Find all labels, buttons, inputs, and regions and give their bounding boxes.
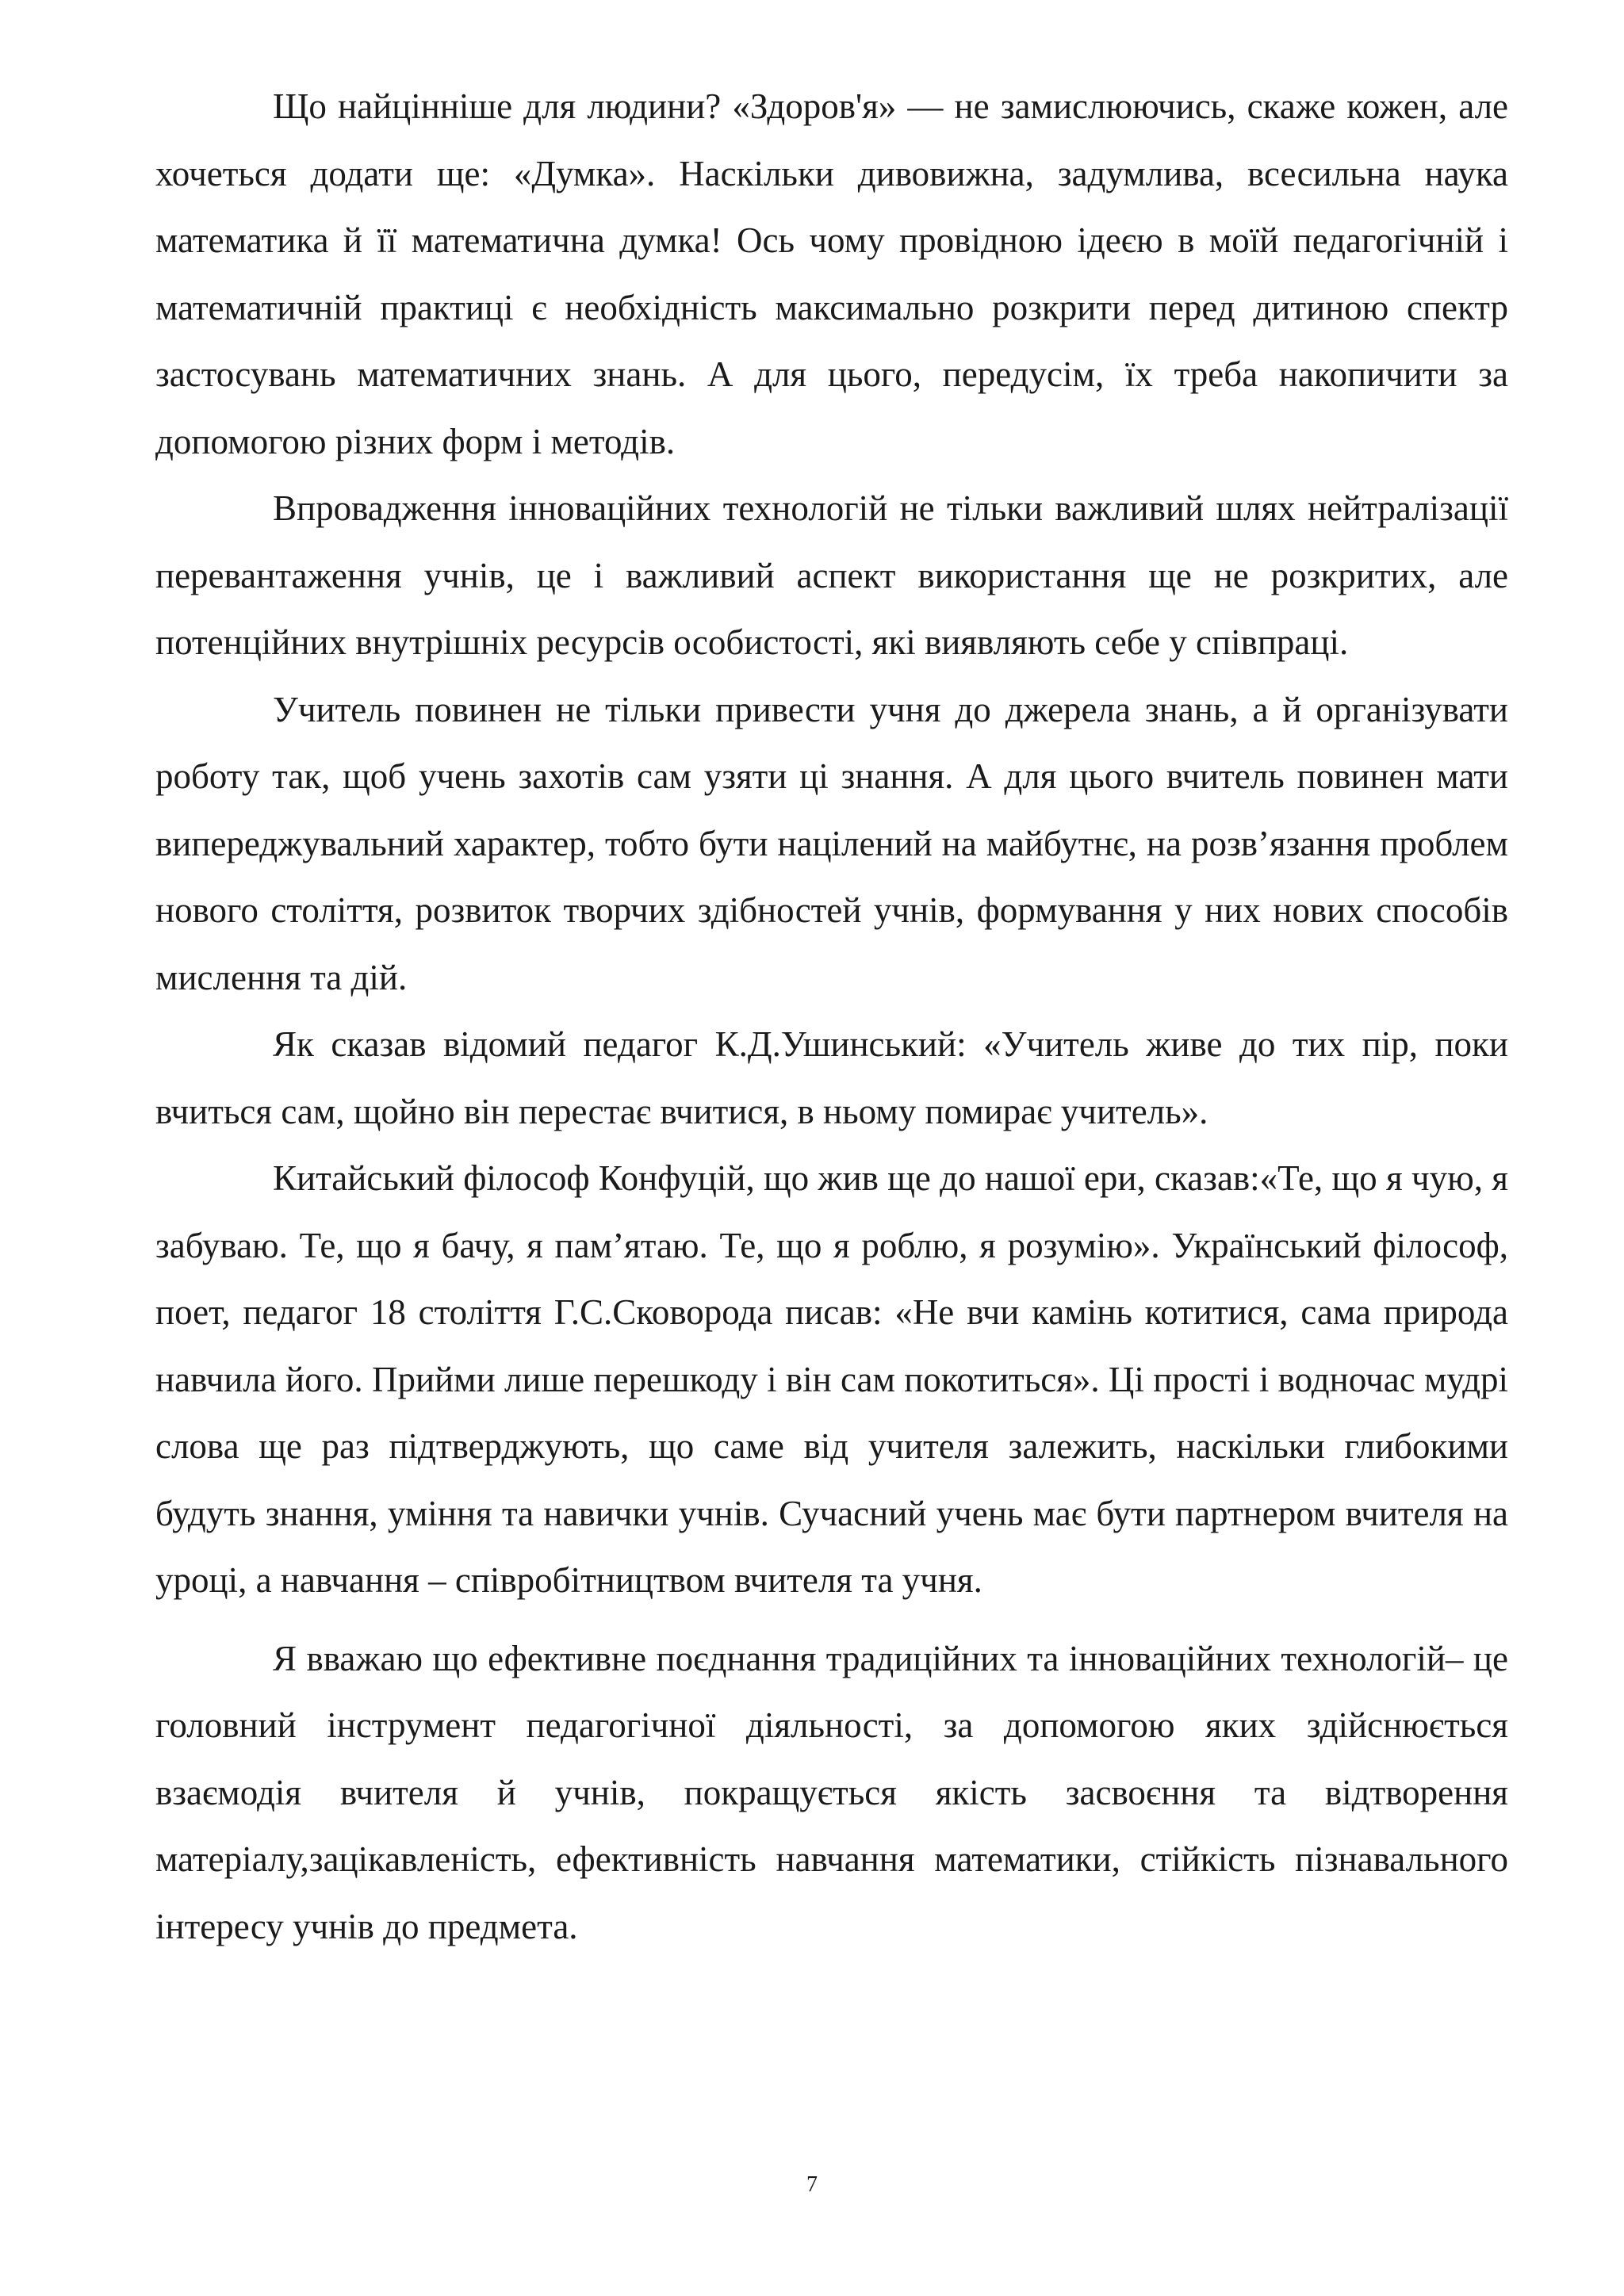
- paragraph-conclusion: Я вважаю що ефективне поєднання традиційних та інноваційних технологій– це головний інструмент педагогічної діяльності, за допомогою яких здійснюється взаємодія вчителя й учнів, покращується якість засвоєння та відтворення матеріалу,зацікавленість, ефективність навчання математики, стійкість пізнавального інтересу учнів до предмета.: [155, 1638, 1508, 1946]
- paragraph-innovative-technologies: Впровадження інноваційних технологій не тільки важливий шлях нейтралізації перевантаження учнів, це і важливий аспект використання ще не розкритих, але потенційних внутрішніх ресурсів особистості, які виявляють себе у співпраці.: [155, 488, 1508, 662]
- paragraph-teacher-role: Учитель повинен не тільки привести учня до джерела знань, а й організувати роботу так, щоб учень захотів сам узяти ці знання. А для цього вчитель повинен мати випереджувальний характер, тобто бути націлений на майбутнє, на розв’язання проблем нового століття, розвиток творчих здібностей учнів, формування у них нових способів мислення та дій.: [155, 689, 1508, 997]
- paragraph-what-is-most-valuable: Що найцінніше для людини? «Здоров'я» — не замислюючись, скаже кожен, але хочеться додати ще: «Думка». Наскільки дивовижна, задумлива, всесильна наука математика й її математична думка! Ось чому провідною ідеєю в моїй педагогічній і математичній практиці є необхідність максимально розкрити перед дитиною спектр застосувань математичних знань. А для цього, передусім, їх треба накопичити за допомогою різних форм і методів.: [155, 86, 1508, 461]
- paragraph-ushinsky-quote: Як сказав відомий педагог К.Д.Ушинський: «Учитель живе до тих пір, поки вчиться сам, щойно він перестає вчитися, в ньому помирає учитель».: [155, 1024, 1508, 1131]
- body-text: [155, 73, 1508, 1960]
- page-number: 7: [806, 2172, 818, 2197]
- paragraph-confucius-skovoroda: Китайський філософ Конфуцій, що жив ще до нашої ери, сказав:«Те, що я чую, я забуваю. Те, що я бачу, я пам’ятаю. Те, що я роблю, я розумію». Український філософ, поет, педагог 18 століття Г.С.Сковорода писав: «Не вчи камінь котитися, сама природа навчила його. Прийми лише перешкоду і він сам покотиться». Ці прості і водночас мудрі слова ще раз підтверджують, що саме від учителя залежить, наскільки глибокими будуть знання, уміння та навички учнів. Сучасний учень має бути партнером вчителя на уроці, а навчання – співробітництвом вчителя та учня.: [155, 1158, 1508, 1600]
